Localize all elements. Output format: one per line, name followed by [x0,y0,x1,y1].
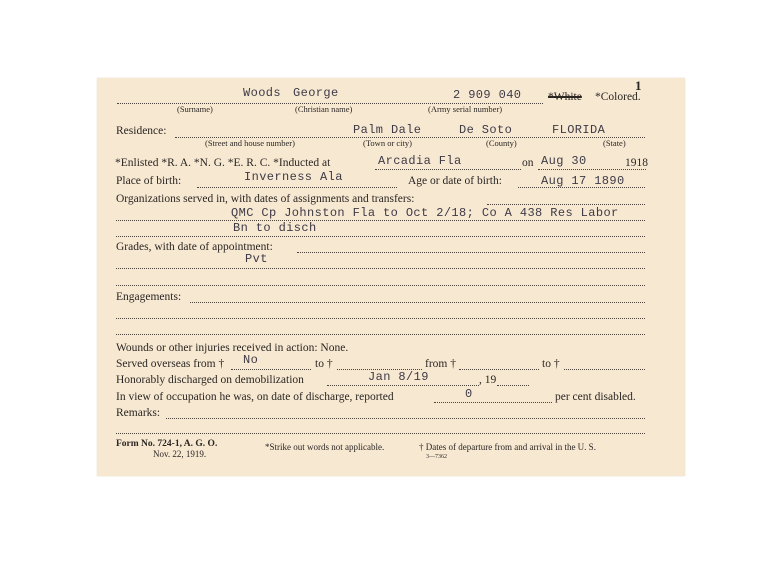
engagements-line-1 [190,302,645,303]
engagements-label: Engagements: [116,291,182,303]
birthplace-line [197,187,397,188]
discharged-label: Honorably discharged on demobilization [116,374,304,386]
discharge-year-label: , 19 [479,374,497,386]
served-from-label: Served overseas from † [116,358,225,370]
inducted-at-value: Arcadia Fla [378,154,462,168]
race-colored: *Colored. [595,91,641,103]
disability-line [434,402,552,403]
organizations-line-1 [487,204,645,205]
remarks-line-2 [116,433,645,434]
age-label: Age or date of birth: [408,175,502,187]
christian-name-caption: (Christian name) [295,104,353,114]
returned-to-line [564,369,645,370]
remarks-label: Remarks: [116,407,161,419]
organizations-label: Organizations served in, with dates of assignments and transfers: [116,193,415,205]
grades-label: Grades, with date of appointment: [116,241,273,253]
occupation-label: In view of occupation he was, on date of discharge, reported [116,391,394,403]
per-cent-label: per cent disabled. [555,391,636,403]
birth-date-value: Aug 17 1890 [541,174,625,188]
county-caption: (County) [486,138,517,148]
organizations-entry-1: QMC Cp Johnston Fla to Oct 2/18; Co A 438 Res Labor [231,206,619,220]
induction-date-value: Aug 30 [541,154,587,168]
residence-state: FLORIDA [552,123,606,137]
discharge-year-line [497,385,529,386]
serial-caption: (Army serial number) [428,104,503,114]
grades-line-3 [116,285,645,286]
enlisted-label: *Enlisted *R. A. *N. G. *E. R. C. *Inducted at [115,157,331,169]
organizations-entry-2: Bn to disch [233,221,317,235]
returned-from-line [459,369,539,370]
remarks-line-1 [166,418,645,419]
induction-date-line [538,169,646,170]
race-white-struck: *White [548,91,582,103]
residence-county: De Soto [459,123,513,137]
organizations-line-3 [116,236,645,237]
returned-from-label: from † [425,358,456,370]
service-record-card [97,78,685,476]
strike-note: *Strike out words not applicable. [265,442,385,452]
christian-name-value: George [293,86,339,100]
serial-number-value: 2 909 040 [453,88,522,102]
surname-caption: (Surname) [177,104,213,114]
state-caption: (State) [603,138,626,148]
served-to-label: to † [315,358,333,370]
form-date: Nov. 22, 1919. [153,449,207,459]
inducted-line [375,169,521,170]
wounds-label: Wounds or other injuries received in action: None. [116,342,349,354]
residence-town: Palm Dale [353,123,422,137]
grades-line-1 [297,252,645,253]
grade-value: Pvt [245,252,268,266]
induction-year: 1918 [625,157,648,169]
surname-value: Woods [243,86,282,100]
discharge-date-value: Jan 8/19 [368,370,429,384]
returned-to-label: to † [542,358,560,370]
engagements-line-3 [116,334,645,335]
organizations-line-2 [116,220,645,221]
street-caption: (Street and house number) [205,138,295,148]
grades-line-2 [116,268,645,269]
on-label: on [522,157,534,169]
discharge-date-line [327,385,479,386]
dates-note: † Dates of departure from and arrival in the U. S. [419,442,596,452]
served-from-line [231,369,311,370]
engagements-line-2 [116,318,645,319]
page-number: 1 [635,78,642,93]
form-number: Form No. 724-1, A. G. O. [116,439,218,449]
printer-code: 3—7362 [426,454,447,460]
served-from-value: No [243,353,259,367]
birthplace-label: Place of birth: [116,175,182,187]
birthplace-value: Inverness Ala [244,170,343,184]
residence-label: Residence: [116,125,167,137]
disability-value: 0 [465,387,473,401]
town-caption: (Town or city) [363,138,412,148]
